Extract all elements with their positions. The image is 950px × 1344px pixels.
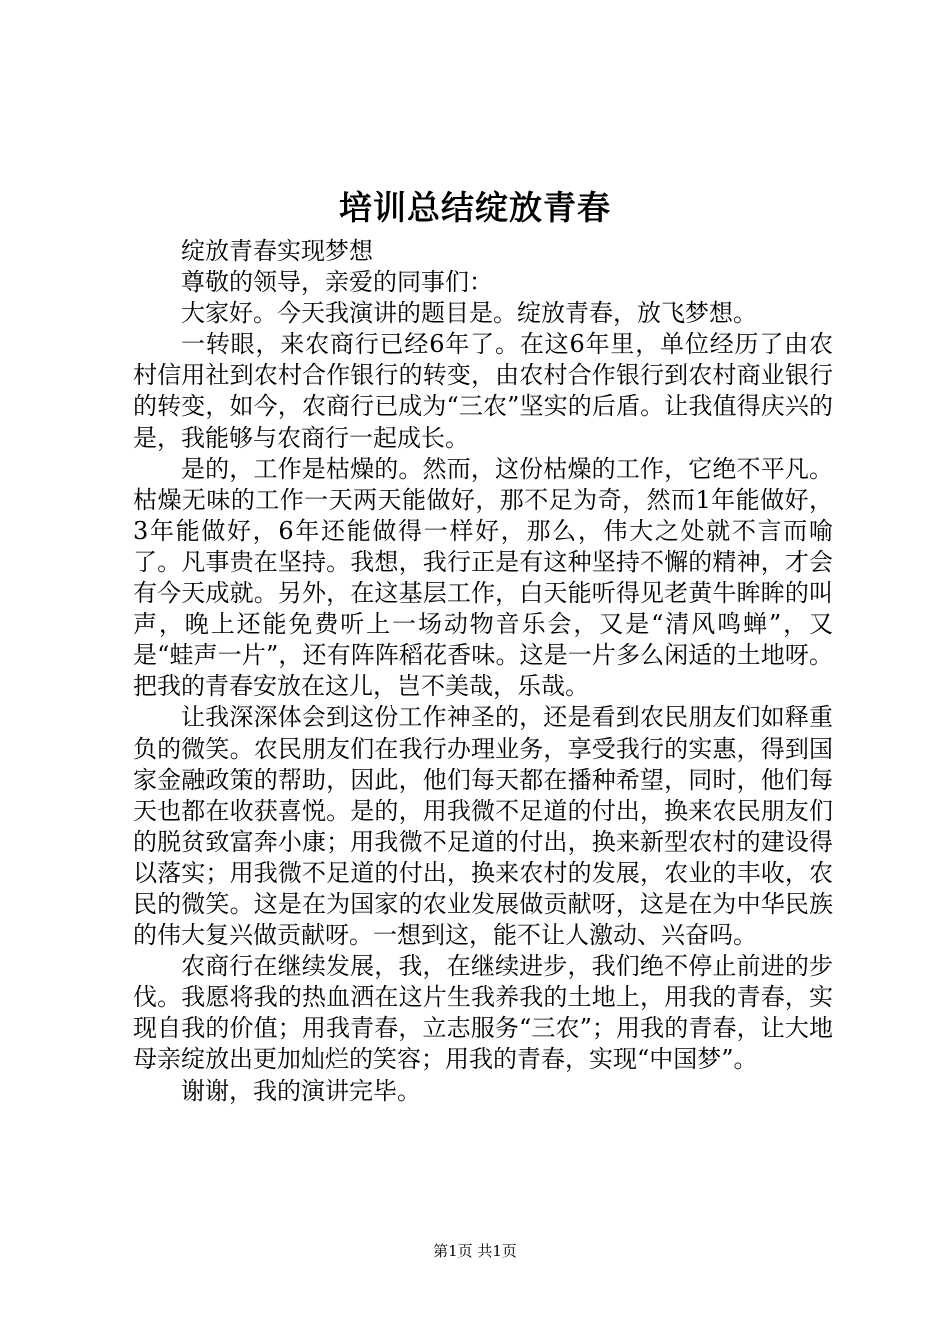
- paragraph-body-2: 是的，工作是枯燥的。然而，这份枯燥的工作，它绝不平凡。枯燥无味的工作一天两天能做好，那不足为奇，然而1年能做好，3年能做好，6年还能做得一样好，那么，伟大之处就不言而喻了。凡事贵在坚持。我想，我行正是有这种坚持不懈的精神，才会有今天成就。另外，在这基层工作，白天能听得见老黄牛眸眸的叫声，晚上还能免费听上一场动物音乐会，又是“清风鸣蝉”，又是“蛙声一片”，还有阵阵稻花香味。这是一片多么闲适的土地呀。把我的青春安放在这儿，岂不美哉，乐哉。: [133, 454, 833, 701]
- page-footer: 第1页 共1页: [433, 1242, 517, 1260]
- paragraph-greeting: 大家好。今天我演讲的题目是。绽放青春，放飞梦想。: [181, 299, 757, 328]
- paragraph-body-4: 农商行在继续发展，我，在继续进步，我们绝不停止前进的步伐。我愿将我的热血洒在这片生我养我的土地上，用我的青春，实现自我的价值；用我青春，立志服务“三农”；用我的青春，让大地母亲绽放出更加灿烂的笑容；用我的青春，实现“中国梦”。: [133, 952, 833, 1074]
- paragraph-body-3: 让我深深体会到这份工作神圣的，还是看到农民朋友们如释重负的微笑。农民朋友们在我行办理业务，享受我行的实惠，得到国家金融政策的帮助，因此，他们每天都在播种希望，同时，他们每天也都在收获喜悦。是的，用我微不足道的付出，换来农民朋友们的脱贫致富奔小康；用我微不足道的付出，换来新型农村的建设得以落实；用我微不足道的付出，换来农村的发展，农业的丰收，农民的微笑。这是在为国家的农业发展做贡献呀，这是在为中华民族的伟大复兴做贡献呀。一想到这，能不让人激动、兴奋吗。: [133, 703, 833, 950]
- document-body: [133, 236, 833, 1107]
- document-title: 培训总结绽放青春: [339, 188, 611, 227]
- paragraph-body-1: 一转眼，来农商行已经6年了。在这6年里，单位经历了由农村信用社到农村合作银行的转变，由农村合作银行到农村商业银行的转变，如今，农商行已成为“三农”坚实的后盾。让我值得庆兴的是，我能够与农商行一起成长。: [133, 330, 833, 452]
- paragraph-salutation: 尊敬的领导，亲爱的同事们：: [181, 268, 493, 297]
- paragraph-closing: 谢谢，我的演讲完毕。: [181, 1076, 421, 1105]
- paragraph-subtitle: 绽放青春实现梦想: [181, 237, 373, 265]
